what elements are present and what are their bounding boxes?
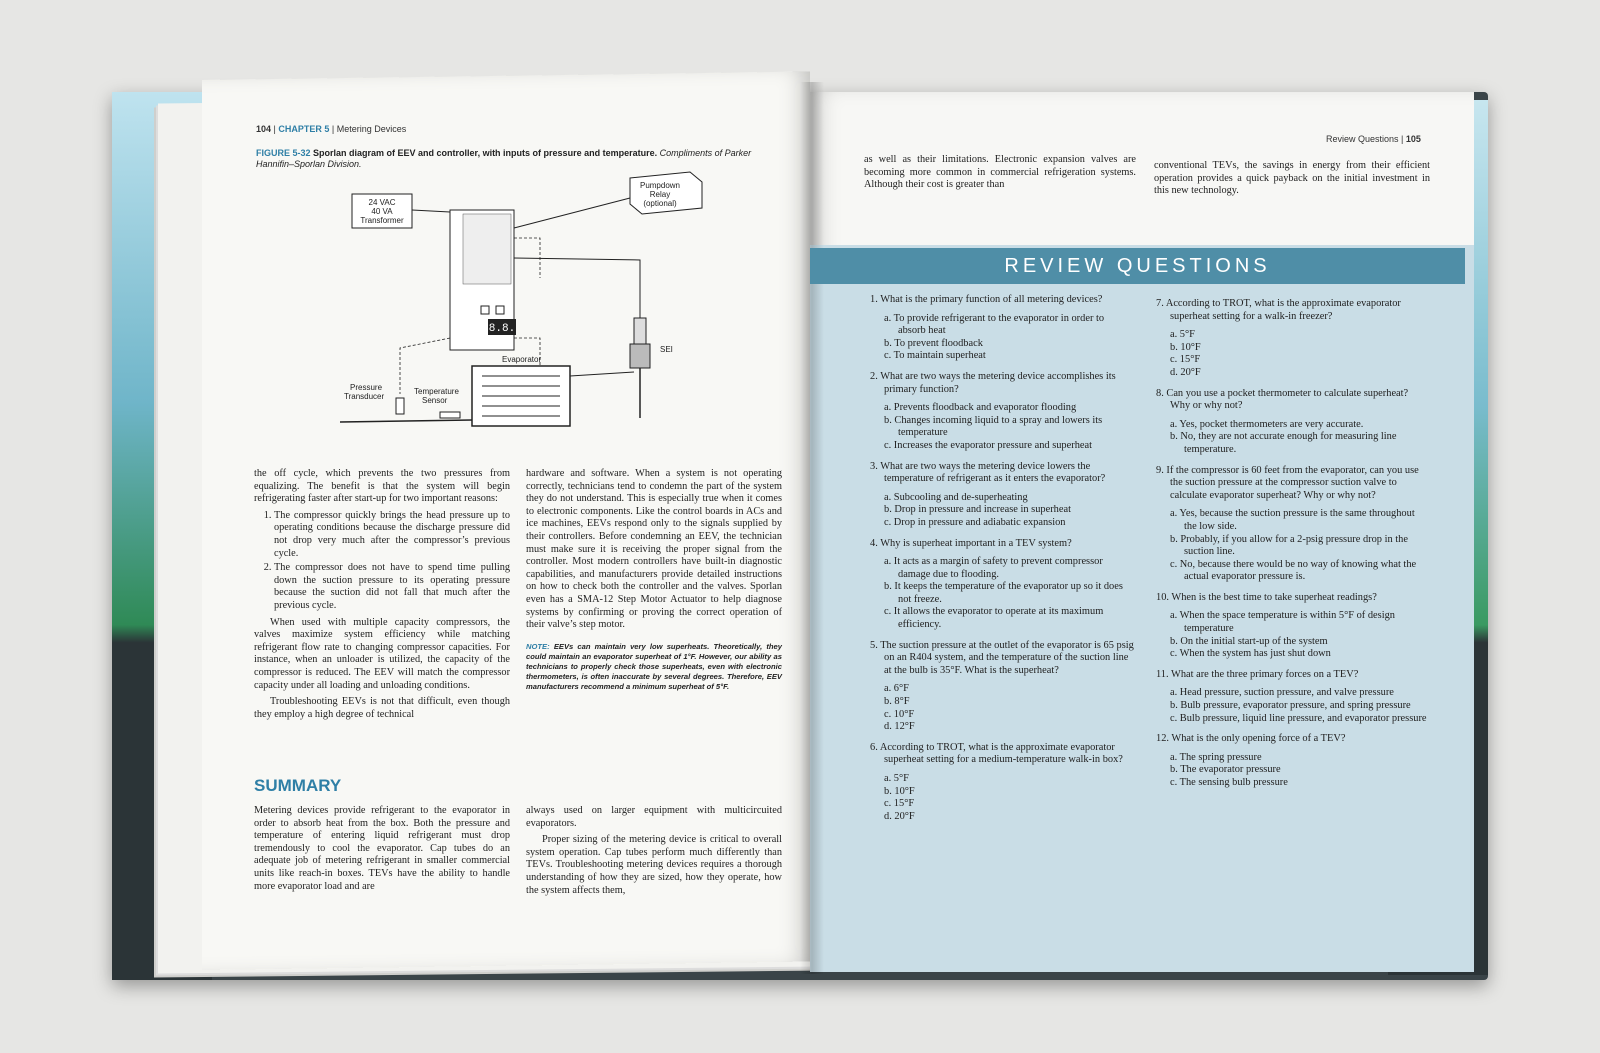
temperature-sensor: [440, 412, 460, 418]
right-page-header: Review Questions | 105: [1326, 134, 1421, 144]
question-text: 7. According to TROT, what is the approximate evaporator superheat setting for a walk-in freezer?: [1156, 298, 1401, 322]
question-options: [1170, 419, 1428, 457]
option: b. Probably, if you allow for a 2-psig pressure drop in the suction line.: [1170, 533, 1408, 558]
summary-col2-b: Proper sizing of the metering device is critical to overall system operation. Cap tubes perform much differently than TEVs. Troubleshooting metering devices requires a thorough understanding of how they are sized, how they operate, how the system affects them,: [526, 834, 782, 896]
suction-line: [340, 420, 472, 422]
option: a. To provide refrigerant to the evaporator in order to absorb heat: [884, 312, 1105, 337]
question-text: 10. When is the best time to take superheat readings?: [1156, 591, 1377, 603]
relay-label-1: Pumpdown: [639, 181, 681, 190]
question-1: [870, 294, 1134, 363]
question-text: 3. What are two ways the metering device lowers the temperature of refrigerant as it enters the evaporator?: [870, 460, 1106, 485]
question-11: [1156, 669, 1428, 725]
left-page-header: 104 | CHAPTER 5 | Metering Devices: [256, 124, 407, 134]
right-top-col1: [864, 154, 1136, 196]
question-options: [1170, 687, 1428, 725]
left-col1-para2: Troubleshooting EEVs is not that difficult, even though they employ a high degree of technical: [254, 696, 510, 720]
summary-col1: [254, 805, 510, 897]
figure-caption: [256, 148, 756, 170]
option: c. The sensing bulb pressure: [1170, 777, 1288, 788]
chapter-label: CHAPTER 5: [278, 124, 330, 134]
left-col1-text: [254, 468, 510, 725]
option: c. To maintain superheat: [884, 350, 986, 362]
eev-diagram-svg: [330, 168, 760, 468]
option: c. It allows the evaporator to operate at its maximum efficiency.: [884, 606, 1104, 631]
figure-label: FIGURE 5-32: [256, 148, 311, 158]
transformer-label-3: Transformer: [360, 216, 404, 225]
option: a. Subcooling and de-superheating: [884, 491, 1028, 503]
transformer-label-1: 24 VAC: [368, 198, 396, 207]
wire-relay: [514, 198, 630, 228]
option: b. 10°F: [1170, 341, 1201, 353]
wire-transformer: [412, 210, 450, 212]
relay-label-3: (optional): [643, 199, 677, 208]
question-options: [1170, 752, 1428, 790]
question-5: [870, 640, 1134, 734]
evap-to-valve: [570, 372, 634, 376]
sei-label: SEI: [660, 345, 673, 354]
question-options: [884, 683, 1134, 733]
option: a. Yes, because the suction pressure is the same throughout the low side.: [1170, 508, 1415, 532]
note-label: NOTE:: [526, 641, 550, 651]
option: c. 15°F: [884, 798, 915, 810]
question-options: [1170, 329, 1428, 379]
option: b. Changes incoming liquid to a spray and lowers its temperature: [884, 414, 1103, 439]
option: c. No, because there would be no way of knowing what the actual evaporator pressure is.: [1170, 558, 1417, 583]
note-block: [526, 642, 782, 692]
right-page-number: 105: [1405, 134, 1421, 144]
left-col2-para: hardware and software. When a system is not operating correctly, technicians tend to condemn the part of the system they do not understand. This is especially true when it comes to electronic components. Like the control boards in ACs and ice machines, EEVs respond only to the signals supplied by their controllers. Before condemning an EEV, the technician must make sure it is receiving the proper signal from the controller. Most modern controllers have built-in diagnostic capabilities, and manufacturers provide detailed instructions on how to check both the controller and the valves. Sporlan even has a SMA-12 Step Motor Actuator to help diagnose systems by confirming or proving the correct operation of their valve’s step motor.: [526, 468, 782, 631]
question-7: [1156, 298, 1428, 380]
transformer-label-2: 40 VA: [371, 207, 393, 216]
option: c. Bulb pressure, liquid line pressure, and evaporator pressure: [1170, 712, 1427, 724]
pressure-label-2: Transducer: [344, 392, 385, 401]
option: c. Increases the evaporator pressure and superheat: [884, 439, 1093, 451]
question-6: [870, 742, 1134, 824]
reason-item: 2. The compressor does not have to spend time pulling down the suction pressure to its operating pressure because the suction did not fall that much after the previous cycle.: [274, 562, 510, 612]
option: a. Head pressure, suction pressure, and valve pressure: [1170, 687, 1394, 699]
option: a. 6°F: [884, 683, 909, 695]
section-label: Metering Devices: [336, 124, 407, 134]
question-8: [1156, 388, 1428, 457]
pressure-transducer: [396, 398, 404, 414]
option: d. 12°F: [884, 721, 915, 733]
option: c. Drop in pressure and adiabatic expansion: [884, 516, 1066, 528]
option: b. On the initial start-up of the system: [1170, 635, 1328, 647]
terminal-block: [463, 214, 511, 284]
option: a. When the space temperature is within 5°F of design temperature: [1170, 610, 1395, 635]
question-options: [884, 313, 1134, 363]
summary-col2-a: always used on larger equipment with multicircuited evaporators.: [526, 805, 782, 829]
question-options: [884, 556, 1134, 632]
question-options: [1170, 610, 1428, 660]
option: d. 20°F: [884, 810, 915, 822]
left-col1-para1: When used with multiple capacity compressors, the valves maximize system efficiency while matching refrigerant flow rate to changing compressor capacities. For instance, when an unloader is utilized, the capacity of the compressor is reduced. The EEV will match the compressor capacity under all loading and unloading conditions.: [254, 616, 510, 691]
option: c. When the system has just shut down: [1170, 648, 1331, 660]
question-text: 8. Can you use a pocket thermometer to calculate superheat? Why or why not?: [1156, 387, 1409, 412]
option: b. 8°F: [884, 696, 910, 708]
question-text: 6. According to TROT, what is the approximate evaporator superheat setting for a medium-temperature walk-in box?: [870, 741, 1123, 766]
left-col2-text: [526, 468, 782, 696]
wire-valve: [514, 258, 640, 318]
question-text: 4. Why is superheat important in a TEV system?: [870, 537, 1072, 549]
question-options: [884, 492, 1134, 530]
question-9: [1156, 465, 1428, 584]
option: a. It acts as a margin of safety to prevent compressor damage due to flooding.: [884, 556, 1103, 580]
question-options: [884, 773, 1134, 823]
summary-heading: SUMMARY: [254, 776, 342, 795]
question-2: [870, 371, 1134, 453]
display-digits: 8.8.: [488, 323, 516, 335]
option: c. 15°F: [1170, 354, 1201, 366]
option: c. 10°F: [884, 708, 915, 720]
question-text: 9. If the compressor is 60 feet from the evaporator, can you use the suction pressure at the compressor suction valve to calculate evaporator superheat? Why or why not?: [1156, 464, 1419, 501]
question-options: [884, 402, 1134, 452]
option: b. Bulb pressure, evaporator pressure, and spring pressure: [1170, 700, 1411, 712]
option: a. 5°F: [1170, 329, 1195, 341]
question-text: 12. What is the only opening force of a TEV?: [1156, 733, 1346, 745]
question-text: 1. What is the primary function of all metering devices?: [870, 294, 1103, 305]
question-text: 5. The suction pressure at the outlet of the evaporator is 65 psig on an R404 system, and the temperature of the suction line at the bulb is 35°F. What is the superheat?: [870, 639, 1134, 676]
option: b. 10°F: [884, 785, 915, 797]
option: a. 5°F: [884, 773, 909, 784]
questions-col1: [870, 294, 1134, 831]
book-gutter: [800, 82, 824, 974]
reasons-list: [254, 510, 510, 613]
option: b. To prevent floodback: [884, 337, 983, 349]
summary-col2: [526, 805, 782, 901]
wire-dashed-2: [400, 338, 450, 394]
option: b. No, they are not accurate enough for measuring line temperature.: [1170, 431, 1397, 455]
question-options: [1170, 508, 1428, 584]
questions-col2: [1156, 298, 1428, 798]
reason-item: 1. The compressor quickly brings the head pressure up to operating conditions because the discharge pressure did not drop very much after the compressor’s previous cycle.: [274, 510, 510, 560]
pressure-label-1: Pressure: [350, 383, 383, 392]
right-top-col2-text: conventional TEVs, the savings in energy from their efficient operation provides a quick payback on the initial investment in this new technology.: [1154, 160, 1430, 197]
option: d. 20°F: [1170, 366, 1201, 378]
figure-credit: Compliments of Parker Hannifin–Sporlan Division.: [256, 148, 752, 169]
option: a. Yes, pocket thermometers are very accurate.: [1170, 418, 1364, 430]
question-12: [1156, 733, 1428, 789]
sei-valve-lower: [630, 344, 650, 368]
eev-diagram: [330, 168, 760, 468]
question-4: [870, 538, 1134, 632]
right-top-col1-text: as well as their limitations. Electronic expansion valves are becoming more common in commercial refrigeration systems. Although their cost is greater than: [864, 154, 1136, 191]
note-text: EEVs can maintain very low superheats. Theoretically, they could maintain an evaporator superheat of 1°F. However, our ability as technicians to properly check those superheats, even with electronic thermometers, is often inaccurate by several degrees. Therefore, EEV manufacturers recommend a minimum superheat of 5°F.: [526, 641, 782, 691]
temp-label-1: Temperature: [414, 387, 459, 396]
question-text: 11. What are the three primary forces on a TEV?: [1156, 668, 1359, 680]
right-top-col2: [1154, 160, 1430, 202]
question-10: [1156, 592, 1428, 661]
question-text: 2. What are two ways the metering device accomplishes its primary function?: [870, 370, 1116, 395]
left-page-number: 104: [256, 124, 272, 134]
evaporator-label: Evaporator: [502, 355, 542, 364]
review-questions-banner: REVIEW QUESTIONS: [810, 248, 1465, 284]
summary-col1-text: Metering devices provide refrigerant to the evaporator in order to absorb heat from the box. Both the pressure and temperature of entering liquid refrigerant must drop tremendously to cool the evaporator. Cap tubes do an adequate job of metering refrigerant in smaller commercial units like reach-in boxes. TEVs have the ability to handle more evaporator load and are: [254, 805, 510, 892]
question-3: [870, 461, 1134, 530]
option: a. Prevents floodback and evaporator flooding: [884, 402, 1077, 414]
option: b. The evaporator pressure: [1170, 764, 1281, 776]
left-col1-intro: the off cycle, which prevents the two pressures from equalizing. The benefit is that the system will begin refrigerating faster after start-up for two important reasons:: [254, 468, 510, 505]
option: b. Drop in pressure and increase in superheat: [884, 504, 1071, 516]
option: a. The spring pressure: [1170, 751, 1262, 763]
right-section-label: Review Questions: [1326, 134, 1399, 144]
temp-label-2: Sensor: [422, 396, 448, 405]
option: b. It keeps the temperature of the evaporator up so it does not freeze.: [884, 581, 1123, 605]
figure-caption-text: Sporlan diagram of EEV and controller, with inputs of pressure and temperature.: [313, 148, 658, 158]
relay-label-2: Relay: [649, 190, 671, 199]
